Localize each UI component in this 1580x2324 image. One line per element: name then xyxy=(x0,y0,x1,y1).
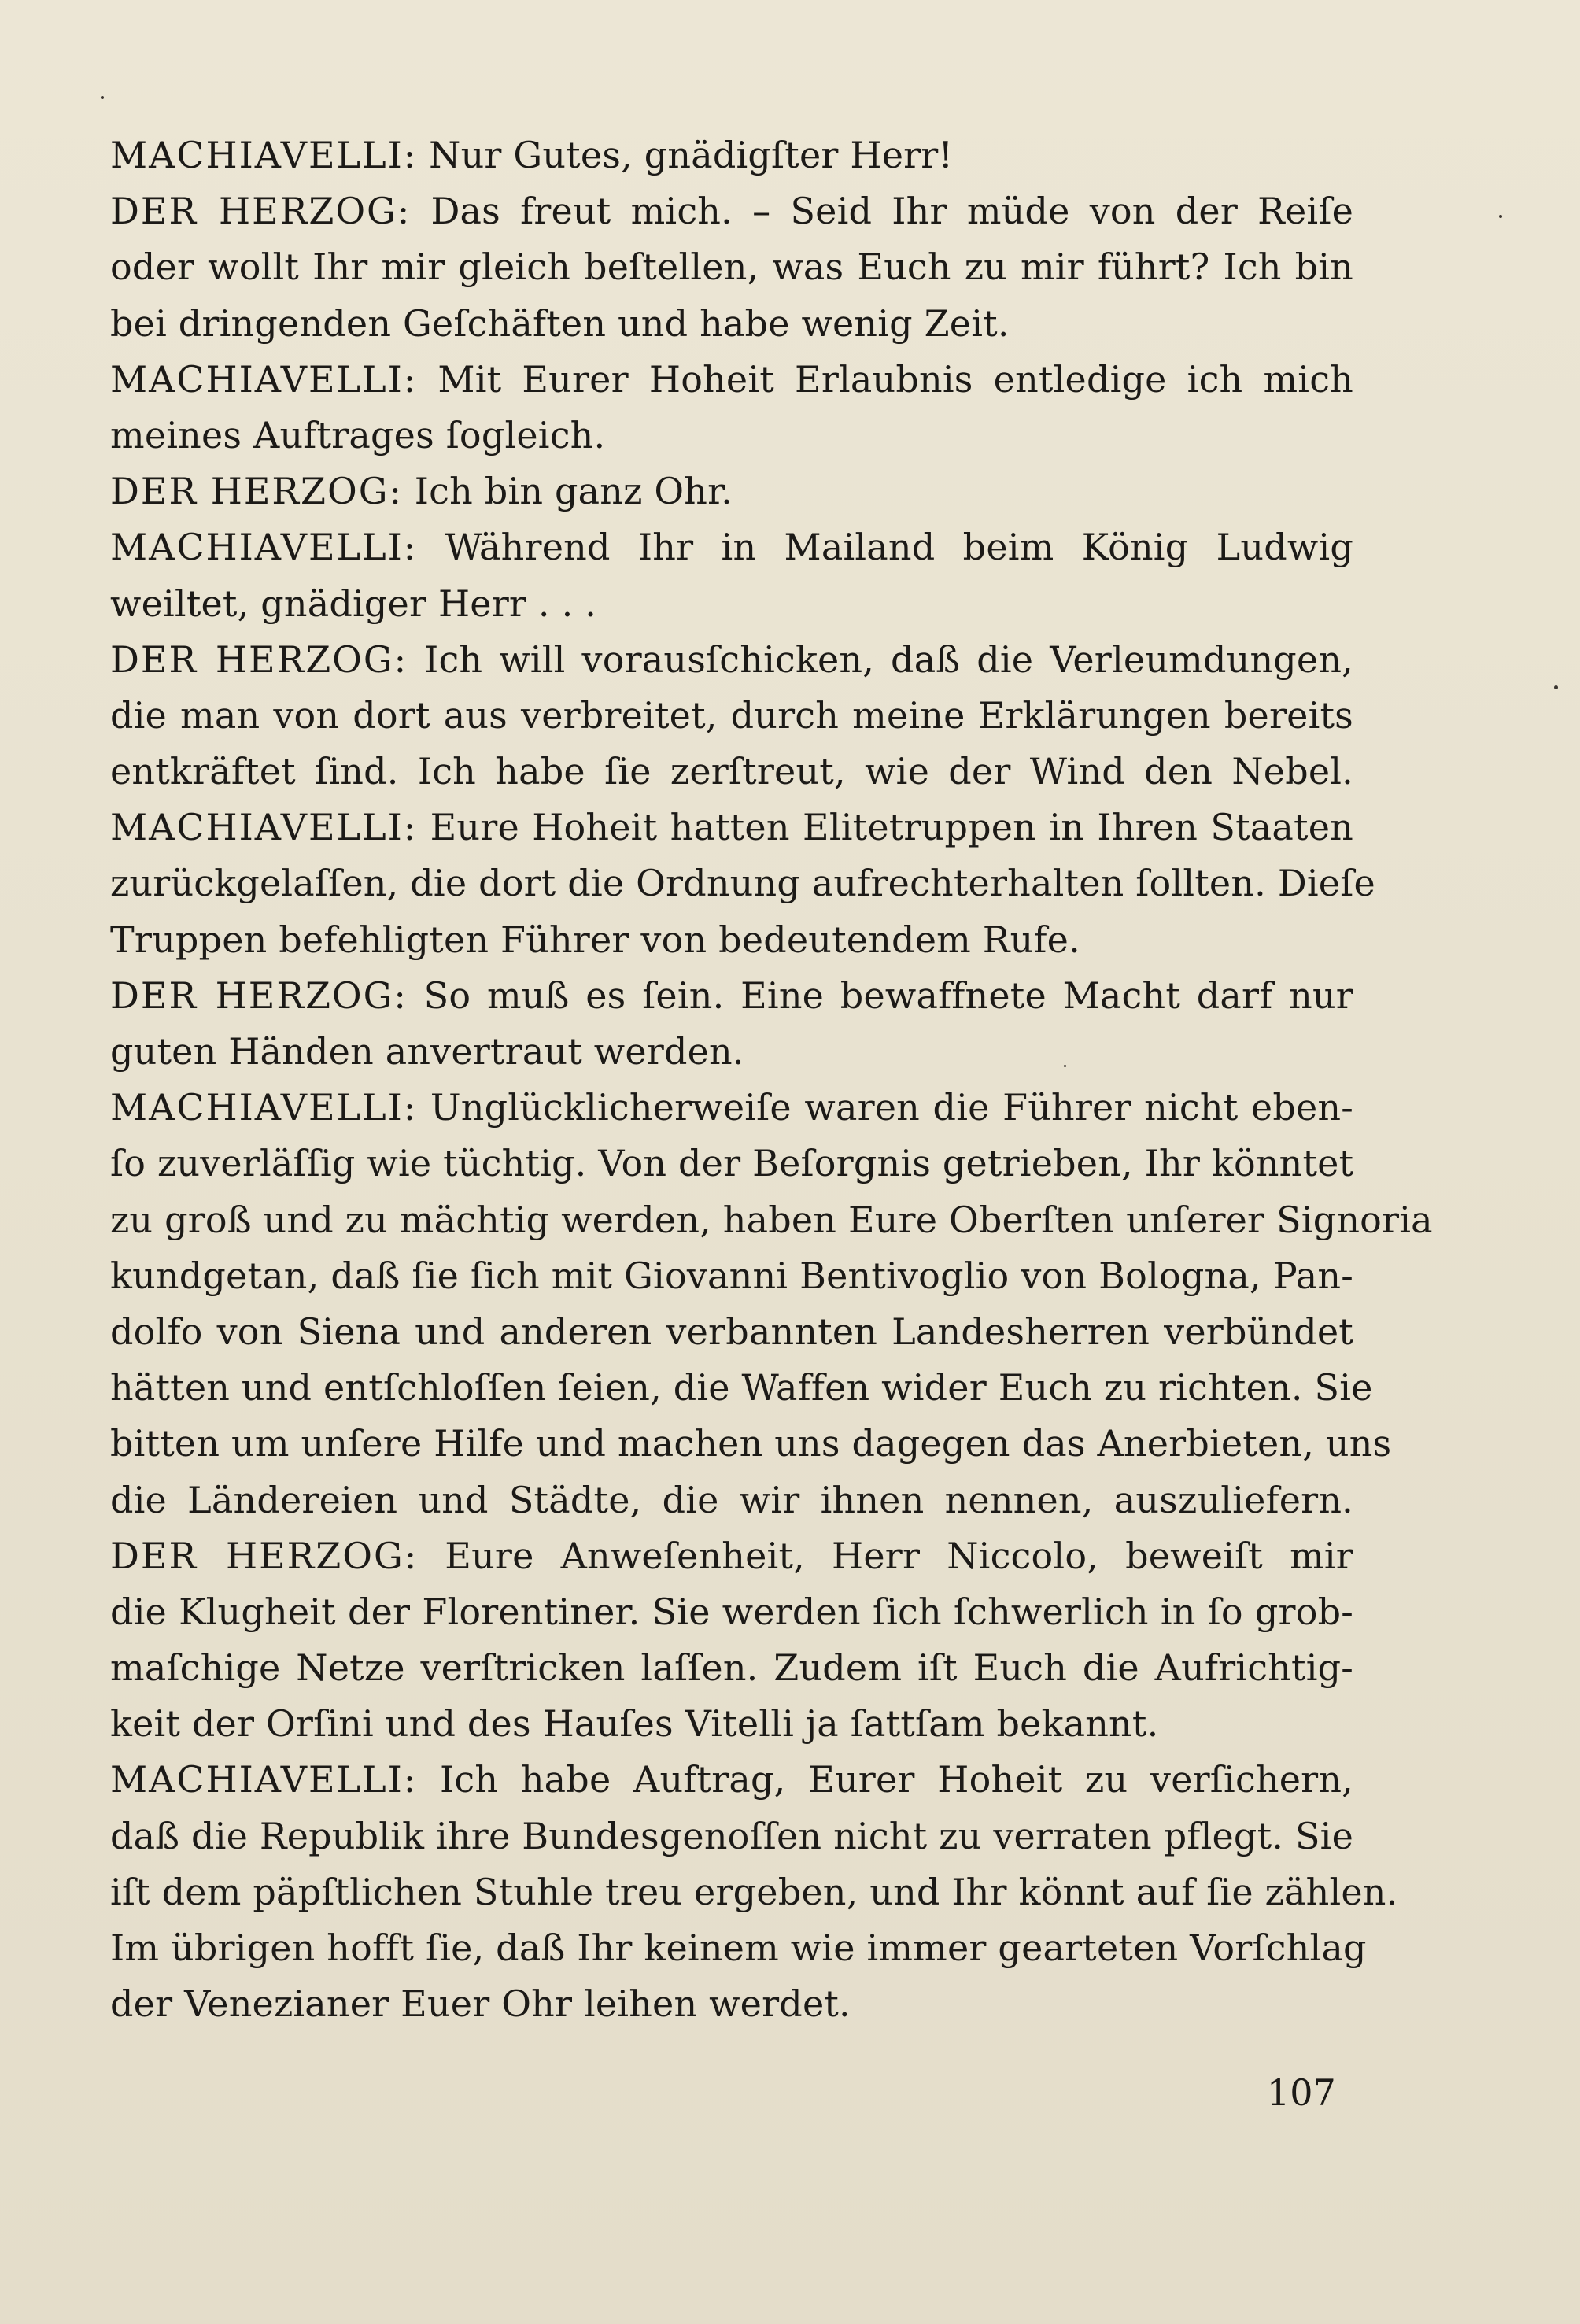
text-line xyxy=(110,576,1353,632)
speaker-name: MACHIAVELLI: xyxy=(110,357,418,401)
paper-speck xyxy=(1499,215,1502,218)
line-text: Ich habe Auftrag, Eurer Hoheit zu verſichern, xyxy=(417,1758,1353,1801)
text-line xyxy=(110,127,1353,183)
speaker-name: MACHIAVELLI: xyxy=(110,134,418,176)
text-line xyxy=(110,239,1353,295)
speaker-name: DER HERZOG: xyxy=(110,637,408,681)
text-line xyxy=(110,1752,1353,1808)
line-text: iſt dem päpſtlichen Stuhle treu ergeben, und Ihr könnt auf ſie zählen. xyxy=(110,1870,1398,1913)
text-line xyxy=(110,1472,1353,1528)
line-text: bitten um unſere Hilfe und machen uns dagegen das Anerbieten, uns xyxy=(110,1422,1392,1465)
speaker-name: MACHIAVELLI: xyxy=(110,806,418,849)
text-line xyxy=(110,855,1375,911)
text-line xyxy=(110,1304,1353,1360)
speaker-name: DER HERZOG: xyxy=(110,1534,419,1577)
text-line xyxy=(110,800,1353,855)
text-line xyxy=(110,1584,1353,1640)
paper-speck xyxy=(1064,1065,1066,1067)
text-line xyxy=(110,408,1353,464)
text-line xyxy=(110,688,1353,744)
text-line xyxy=(110,912,1353,968)
text-line xyxy=(110,1136,1353,1192)
line-text: Ich bin ganz Ohr. xyxy=(402,470,733,513)
line-text: bei dringenden Geſchäften und habe wenig Zeit. xyxy=(110,301,1010,345)
text-line xyxy=(110,352,1353,408)
line-text: ſo zuverläſſig wie tüchtig. Von der Beſorgnis getrieben, Ihr könntet xyxy=(110,1142,1354,1185)
line-text: hätten und entſchloſſen ſeien, die Waffen wider Euch zu richten. Sie xyxy=(110,1366,1373,1410)
line-text: guten Händen anvertraut werden. xyxy=(110,1030,744,1073)
speaker-name: MACHIAVELLI: xyxy=(110,1758,418,1801)
line-text: entkräftet ſind. Ich habe ſie zerſtreut, wie der Wind den Nebel. xyxy=(110,750,1353,793)
line-text: Während Ihr in Mailand beim König Ludwig xyxy=(417,526,1353,569)
speaker-name: MACHIAVELLI: xyxy=(110,526,418,569)
text-line xyxy=(110,1416,1392,1472)
line-text: Mit Eurer Hoheit Erlaubnis entledige ich mich xyxy=(417,357,1353,401)
line-text: oder wollt Ihr mir gleich beſtellen, was Euch zu mir führt? Ich bin xyxy=(110,246,1353,289)
line-text: Nur Gutes, gnädigſter Herr! xyxy=(417,134,954,176)
text-line xyxy=(110,464,1353,519)
line-text: meines Auftrages ſogleich. xyxy=(110,413,606,456)
line-text: So muß es ſein. Eine bewaffnete Macht darf nur xyxy=(407,974,1353,1017)
text-line xyxy=(110,183,1353,239)
speaker-name: DER HERZOG: xyxy=(110,974,408,1017)
line-text: Eure Anweſenheit, Herr Niccolo, beweiſt mir xyxy=(418,1534,1353,1577)
line-text: die Ländereien und Städte, die wir ihnen nennen, auszuliefern. xyxy=(110,1478,1353,1521)
line-text: daß die Republik ihre Bundesgenoſſen nicht zu verraten pflegt. Sie xyxy=(110,1814,1353,1857)
text-line xyxy=(110,1080,1353,1136)
text-line xyxy=(110,744,1353,800)
text-line xyxy=(110,1864,1398,1920)
line-text: zu groß und zu mächtig werden, haben Eure Oberſten unſerer Signoria xyxy=(110,1198,1433,1241)
line-text: maſchige Netze verſtricken laſſen. Zudem iſt Euch die Aufrichtig- xyxy=(110,1646,1353,1690)
text-line xyxy=(110,632,1353,688)
text-line xyxy=(110,1696,1353,1752)
line-text: Eure Hoheit hatten Elitetruppen in Ihren Staaten xyxy=(417,806,1353,849)
text-line xyxy=(110,968,1353,1024)
text-line xyxy=(110,296,1353,352)
line-text: kundgetan, daß ſie ſich mit Giovanni Bentivoglio von Bologna, Pan- xyxy=(110,1254,1353,1297)
line-text: weiltet, gnädiger Herr . . . xyxy=(110,582,597,625)
text-line xyxy=(110,1024,1353,1080)
line-text: Ich will vorausſchicken, daß die Verleumdungen, xyxy=(408,637,1353,681)
text-line xyxy=(110,1192,1433,1248)
line-text: Unglücklicherweiſe waren die Führer nicht eben- xyxy=(417,1086,1353,1129)
line-text: keit der Orſini und des Hauſes Vitelli ja ſattſam bekannt. xyxy=(110,1702,1159,1746)
line-text: Im übrigen hofft ſie, daß Ihr keinem wie immer gearteten Vorſchlag xyxy=(110,1927,1367,1969)
line-text: der Venezianer Euer Ohr leihen werdet. xyxy=(110,1982,851,2026)
text-line xyxy=(110,1920,1367,1976)
text-line xyxy=(110,1809,1353,1864)
speaker-name: DER HERZOG: xyxy=(110,190,412,233)
text-line xyxy=(110,1248,1353,1304)
text-line xyxy=(110,1360,1373,1416)
line-text: Truppen befehligten Führer von bedeutendem Rufe. xyxy=(110,918,1080,961)
line-text: dolfo von Siena und anderen verbannten Landesherren verbündet xyxy=(110,1310,1353,1353)
line-text: Das freut mich. – Seid Ihr müde von der Reiſe xyxy=(411,190,1353,233)
paper-speck xyxy=(101,96,104,99)
text-line xyxy=(110,519,1353,575)
text-line xyxy=(110,1528,1353,1584)
paper-speck xyxy=(1554,685,1558,689)
speaker-name: DER HERZOG: xyxy=(110,470,403,513)
line-text: die man von dort aus verbreitet, durch meine Erklärungen bereits xyxy=(110,693,1353,737)
text-line xyxy=(110,1976,1353,2032)
speaker-name: MACHIAVELLI: xyxy=(110,1086,418,1129)
page-number: 107 xyxy=(1267,2071,1336,2114)
line-text: die Klugheit der Florentiner. Sie werden ſich ſchwerlich in ſo grob- xyxy=(110,1590,1353,1633)
page-body-text xyxy=(110,127,1433,2032)
line-text: zurückgelaſſen, die dort die Ordnung aufrechterhalten ſollten. Dieſe xyxy=(110,862,1375,905)
text-line xyxy=(110,1640,1353,1696)
